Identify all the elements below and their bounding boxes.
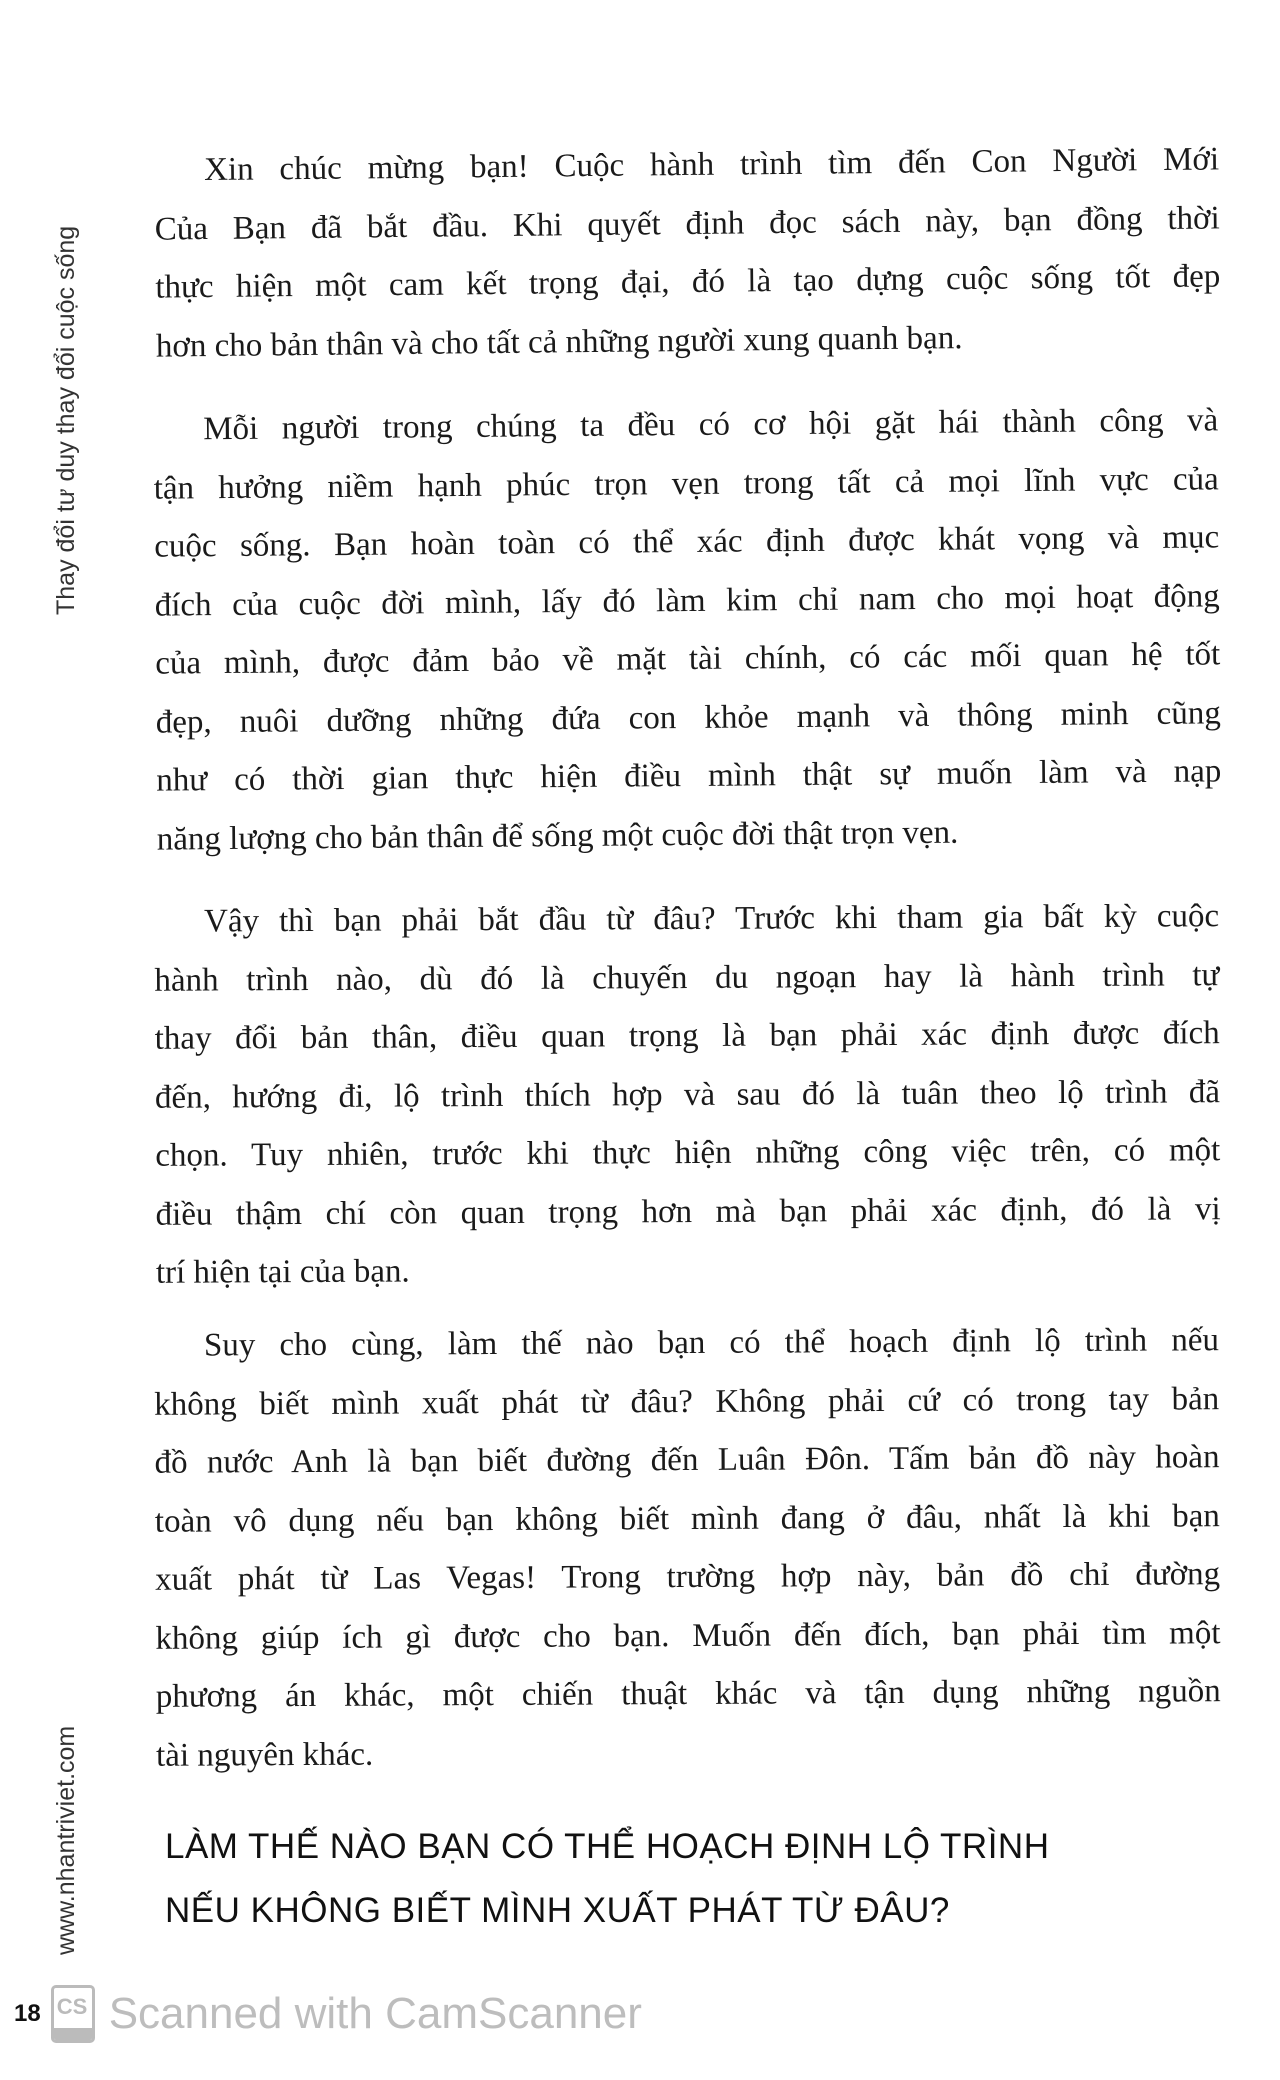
text-line: hành trình nào, dù đó là chuyến du ngoạn hay là hành trình tự (154, 956, 1220, 999)
logo-bar (54, 2028, 92, 2040)
running-header-book-title: Thay đổi tư duy thay đổi cuộc sống (52, 225, 80, 615)
text-line: xuất phát từ Las Vegas! Trong trường hợp này, bản đồ chỉ đường (155, 1556, 1221, 1598)
text-line: hơn cho bản thân và cho tất cả những người xung quanh bạn. (155, 319, 963, 365)
paragraph-1 (154, 130, 1221, 375)
text-line: đến, hướng đi, lộ trình thích hợp và sau đó là tuân theo lộ trình đã (154, 1073, 1221, 1116)
paragraph-4 (154, 1311, 1221, 1785)
logo-text: CS (56, 1994, 88, 2019)
text-line: Vậy thì bạn phải bắt đầu từ đâu? Trước khi tham gia bất kỳ cuộc (203, 898, 1220, 940)
heading-line: LÀM THẾ NÀO BẠN CÓ THỂ HOẠCH ĐỊNH LỘ TRÌNH (165, 1827, 1050, 1866)
camscanner-watermark (14, 1985, 642, 2043)
text-line: đẹp, nuôi dưỡng những đứa con khỏe mạnh và thông minh cũng (155, 694, 1221, 741)
text-line: trí hiện tại của bạn. (155, 1253, 410, 1291)
text-line: Suy cho cùng, làm thế nào bạn có thể hoạch định lộ trình nếu (203, 1322, 1220, 1364)
section-heading (165, 1815, 1049, 1943)
text-line: thay đổi bản thân, điều quan trọng là bạn phải xác định được đích (154, 1015, 1220, 1057)
text-line: chọn. Tuy nhiên, trước khi thực hiện những công việc trên, có một (155, 1132, 1221, 1174)
text-line: của mình, được đảm bảo về mặt tài chính, có các mối quan hệ tốt (155, 636, 1221, 682)
camscanner-logo-icon (51, 1985, 95, 2043)
page-number: 18 (14, 2000, 41, 2027)
heading-line: NẾU KHÔNG BIẾT MÌNH XUẤT PHÁT TỪ ĐÂU? (165, 1891, 950, 1930)
text-line: thực hiện một cam kết trọng đại, đó là tạo dựng cuộc sống tốt đẹp (155, 258, 1221, 306)
text-line: Xin chúc mừng bạn! Cuộc hành trình tìm đến Con Người Mới (203, 141, 1220, 189)
publisher-website: www.nhantriviet.com (52, 1725, 80, 1955)
text-line: như có thời gian thực hiện điều mình thật sự muốn làm và nạp (156, 753, 1222, 799)
text-line: phương án khác, một chiến thuật khác và tận dụng những nguồn (155, 1673, 1221, 1715)
text-line: điều thậm chí còn quan trọng hơn mà bạn phải xác định, đó là vị (155, 1190, 1221, 1233)
text-line: tài nguyên khác. (155, 1736, 374, 1774)
paragraph-2 (153, 391, 1222, 868)
text-line: không biết mình xuất phát từ đâu? Không phải cứ có trong tay bản (154, 1380, 1220, 1423)
watermark-text: Scanned with CamScanner (108, 1989, 642, 2038)
text-line: đồ nước Anh là bạn biết đường đến Luân Đôn. Tấm bản đồ này hoàn (154, 1439, 1220, 1481)
text-line: đích của cuộc đời mình, lấy đó làm kim chỉ nam cho mọi hoạt động (154, 577, 1220, 624)
text-line: toàn vô dụng nếu bạn không biết mình đang ở đâu, nhất là khi bạn (154, 1497, 1220, 1540)
paragraph-3 (154, 887, 1221, 1302)
text-line: không giúp ích gì được cho bạn. Muốn đến đích, bạn phải tìm một (155, 1614, 1221, 1657)
text-line: năng lượng cho bản thân để sống một cuộc đời thật trọn vẹn. (156, 814, 959, 858)
text-line: Của Bạn đã bắt đầu. Khi quyết định đọc sách này, bạn đồng thời (154, 199, 1220, 248)
text-line: tận hưởng niềm hạnh phúc trọn vẹn trong tất cả mọi lĩnh vực của (153, 460, 1219, 507)
text-line: Mỗi người trong chúng ta đều có cơ hội gặt hái thành công và (203, 402, 1219, 448)
text-line: cuộc sống. Bạn hoàn toàn có thể xác định được khát vọng và mục (154, 519, 1220, 565)
